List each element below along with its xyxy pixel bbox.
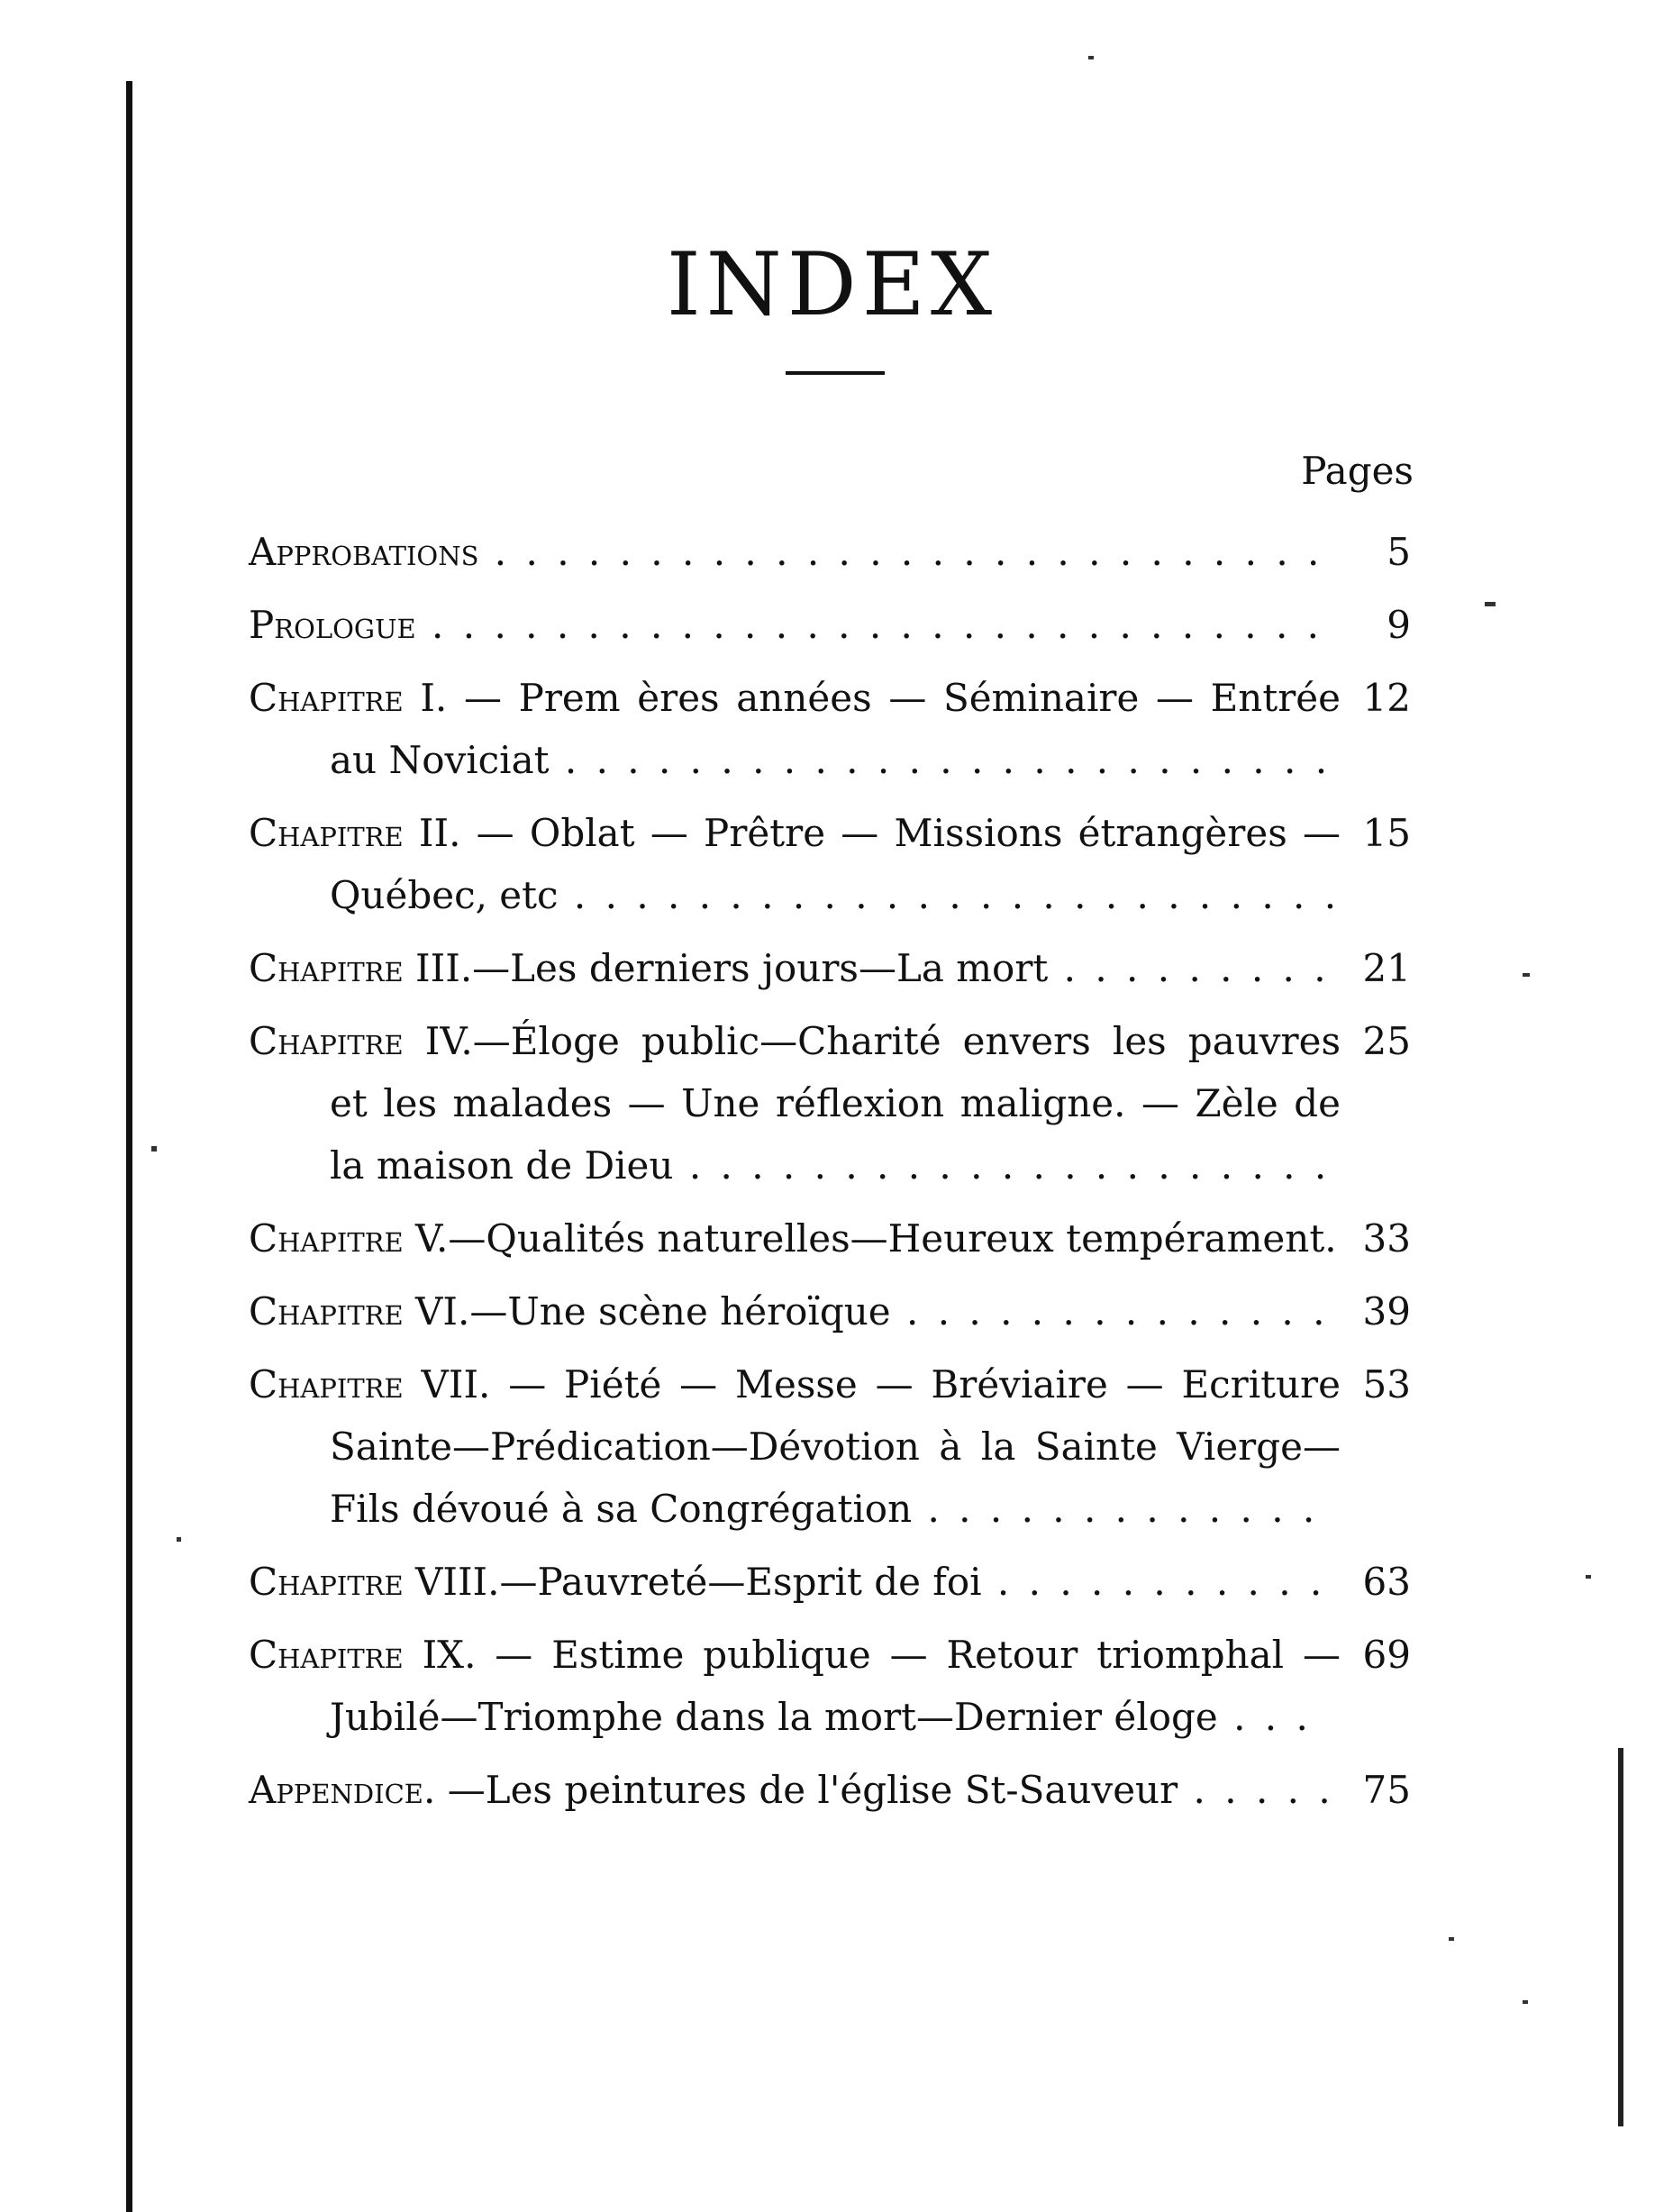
scan-speck <box>1449 1937 1454 1941</box>
toc-entry <box>249 1353 1411 1540</box>
toc-entry-label: Chapitre <box>249 946 404 990</box>
toc-entry-label: Appendice. <box>249 1768 436 1812</box>
toc-entry-text <box>249 1759 1341 1821</box>
toc-entry-page: 63 <box>1362 1560 1411 1604</box>
toc-entry <box>249 802 1411 926</box>
toc-entry <box>249 1624 1411 1748</box>
toc-entry-title: I. — Prem ères années — Séminaire — Entrée au Noviciat <box>330 676 1341 782</box>
dot-leader: . . . . . . . . . . . . . . <box>890 1289 1329 1334</box>
dot-leader: . . . . . . . . . . . . . . . . . . . . . <box>673 1143 1331 1188</box>
toc-entry-title: V.—Qualités naturelles—Heureux tempérament. <box>415 1216 1337 1261</box>
toc-entry-text <box>249 1280 1341 1343</box>
toc-entry-label: Chapitre <box>249 1019 404 1063</box>
toc-entry <box>249 1759 1411 1821</box>
toc-entry <box>249 1280 1411 1343</box>
toc-entry-label: Chapitre <box>249 1560 404 1604</box>
toc-entry-page: 39 <box>1362 1289 1411 1334</box>
toc-entry-title: IV.—Éloge public—Charité envers les pauvres et les malades — Une réflexion maligne. — Zèle de la maison de Dieu <box>330 1019 1341 1188</box>
toc-entry-label: Chapitre <box>249 1362 404 1406</box>
page-title: INDEX <box>666 234 998 336</box>
dot-leader: . . . . . . . . . . . . . . . . . . . . . . . . . . . <box>478 530 1323 574</box>
toc-entry-text <box>249 594 1341 656</box>
toc-entry-label: Chapitre <box>249 1216 404 1261</box>
toc-entry-text <box>249 1551 1341 1613</box>
dot-leader: . . . . . . . . . . . . . . . . . . . . . . . . . . . . . <box>415 603 1323 647</box>
toc-entry-text <box>249 667 1341 791</box>
toc-entry-label: Approbations <box>249 530 479 574</box>
scan-edge-right <box>1618 1748 1623 2126</box>
toc-entry-title: II. — Oblat — Prêtre — Missions étrangères — Québec, etc <box>330 811 1341 917</box>
toc-entry-page: 75 <box>1362 1768 1411 1812</box>
toc-entry <box>249 521 1411 583</box>
dot-leader: . . . . . . . . . . . . . <box>912 1487 1319 1531</box>
toc-entry-label: Chapitre <box>249 811 404 855</box>
toc-entry-text <box>249 1353 1341 1540</box>
toc-entry-page: 21 <box>1362 946 1411 990</box>
toc-entry-title: VI.—Une scène héroïque <box>415 1289 891 1334</box>
toc-entry <box>249 667 1411 791</box>
toc-entry-page: 12 <box>1362 676 1411 720</box>
scan-speck <box>151 1146 157 1152</box>
toc-entry-page: 69 <box>1362 1633 1411 1677</box>
toc-entry-page: 33 <box>1362 1216 1411 1261</box>
toc-entry-page: 5 <box>1387 530 1411 574</box>
toc-entry <box>249 937 1411 999</box>
toc-entry-page: 25 <box>1362 1019 1411 1063</box>
scan-speck <box>1523 2000 1528 2004</box>
toc-entry-label: Chapitre <box>249 1633 404 1677</box>
toc-entry <box>249 1010 1411 1197</box>
table-of-contents <box>249 521 1411 1832</box>
dot-leader: . . . . . . . . . . . . . . . . . . . . . . . . . <box>549 738 1332 782</box>
toc-entry-title: VII. — Piété — Messe — Bréviaire — Ecriture Sainte—Prédication—Dévotion à la Sainte Vierge—Fils dévoué à sa Congrégation <box>330 1362 1341 1531</box>
scan-speck <box>1523 973 1530 977</box>
scan-speck <box>1088 56 1094 59</box>
toc-entry-page: 9 <box>1387 603 1411 647</box>
toc-entry-title: VIII.—Pauvreté—Esprit de foi <box>415 1560 982 1604</box>
scan-edge-left <box>126 81 132 2212</box>
toc-entry-title: —Les peintures de l'église St-Sauveur <box>447 1768 1178 1812</box>
dot-leader: . . . . . . . . . . . <box>981 1560 1326 1604</box>
title-rule <box>786 371 885 375</box>
dot-leader: . . . <box>1217 1695 1312 1739</box>
toc-entry-title: IX. — Estime publique — Retour triomphal — Jubilé—Triomphe dans la mort—Dernier éloge <box>330 1633 1341 1739</box>
scan-speck <box>177 1537 181 1542</box>
toc-entry-title: III.—Les derniers jours—La mort <box>415 946 1049 990</box>
toc-entry-label: Chapitre <box>249 676 404 720</box>
toc-entry-label: Chapitre <box>249 1289 404 1334</box>
pages-column-header: Pages <box>1301 449 1414 493</box>
toc-entry-text <box>249 521 1341 583</box>
toc-entry <box>249 1551 1411 1613</box>
toc-entry-text <box>249 937 1341 999</box>
toc-entry-page: 53 <box>1362 1362 1411 1406</box>
toc-entry-page: 15 <box>1362 811 1411 855</box>
dot-leader: . . . . . <box>1178 1768 1334 1812</box>
toc-entry-text <box>249 1010 1341 1197</box>
toc-entry-text <box>249 1207 1341 1270</box>
toc-entry-text <box>249 1624 1341 1748</box>
toc-entry-text <box>249 802 1341 926</box>
dot-leader: . . . . . . . . . . . . . . . . . . . . . . . . . <box>558 873 1341 917</box>
dot-leader: . . . . . . . . . <box>1048 946 1330 990</box>
scan-speck <box>1586 1575 1591 1579</box>
scan-speck <box>1485 602 1496 606</box>
toc-entry-label: Prologue <box>249 603 416 647</box>
toc-entry <box>249 594 1411 656</box>
toc-entry <box>249 1207 1411 1270</box>
